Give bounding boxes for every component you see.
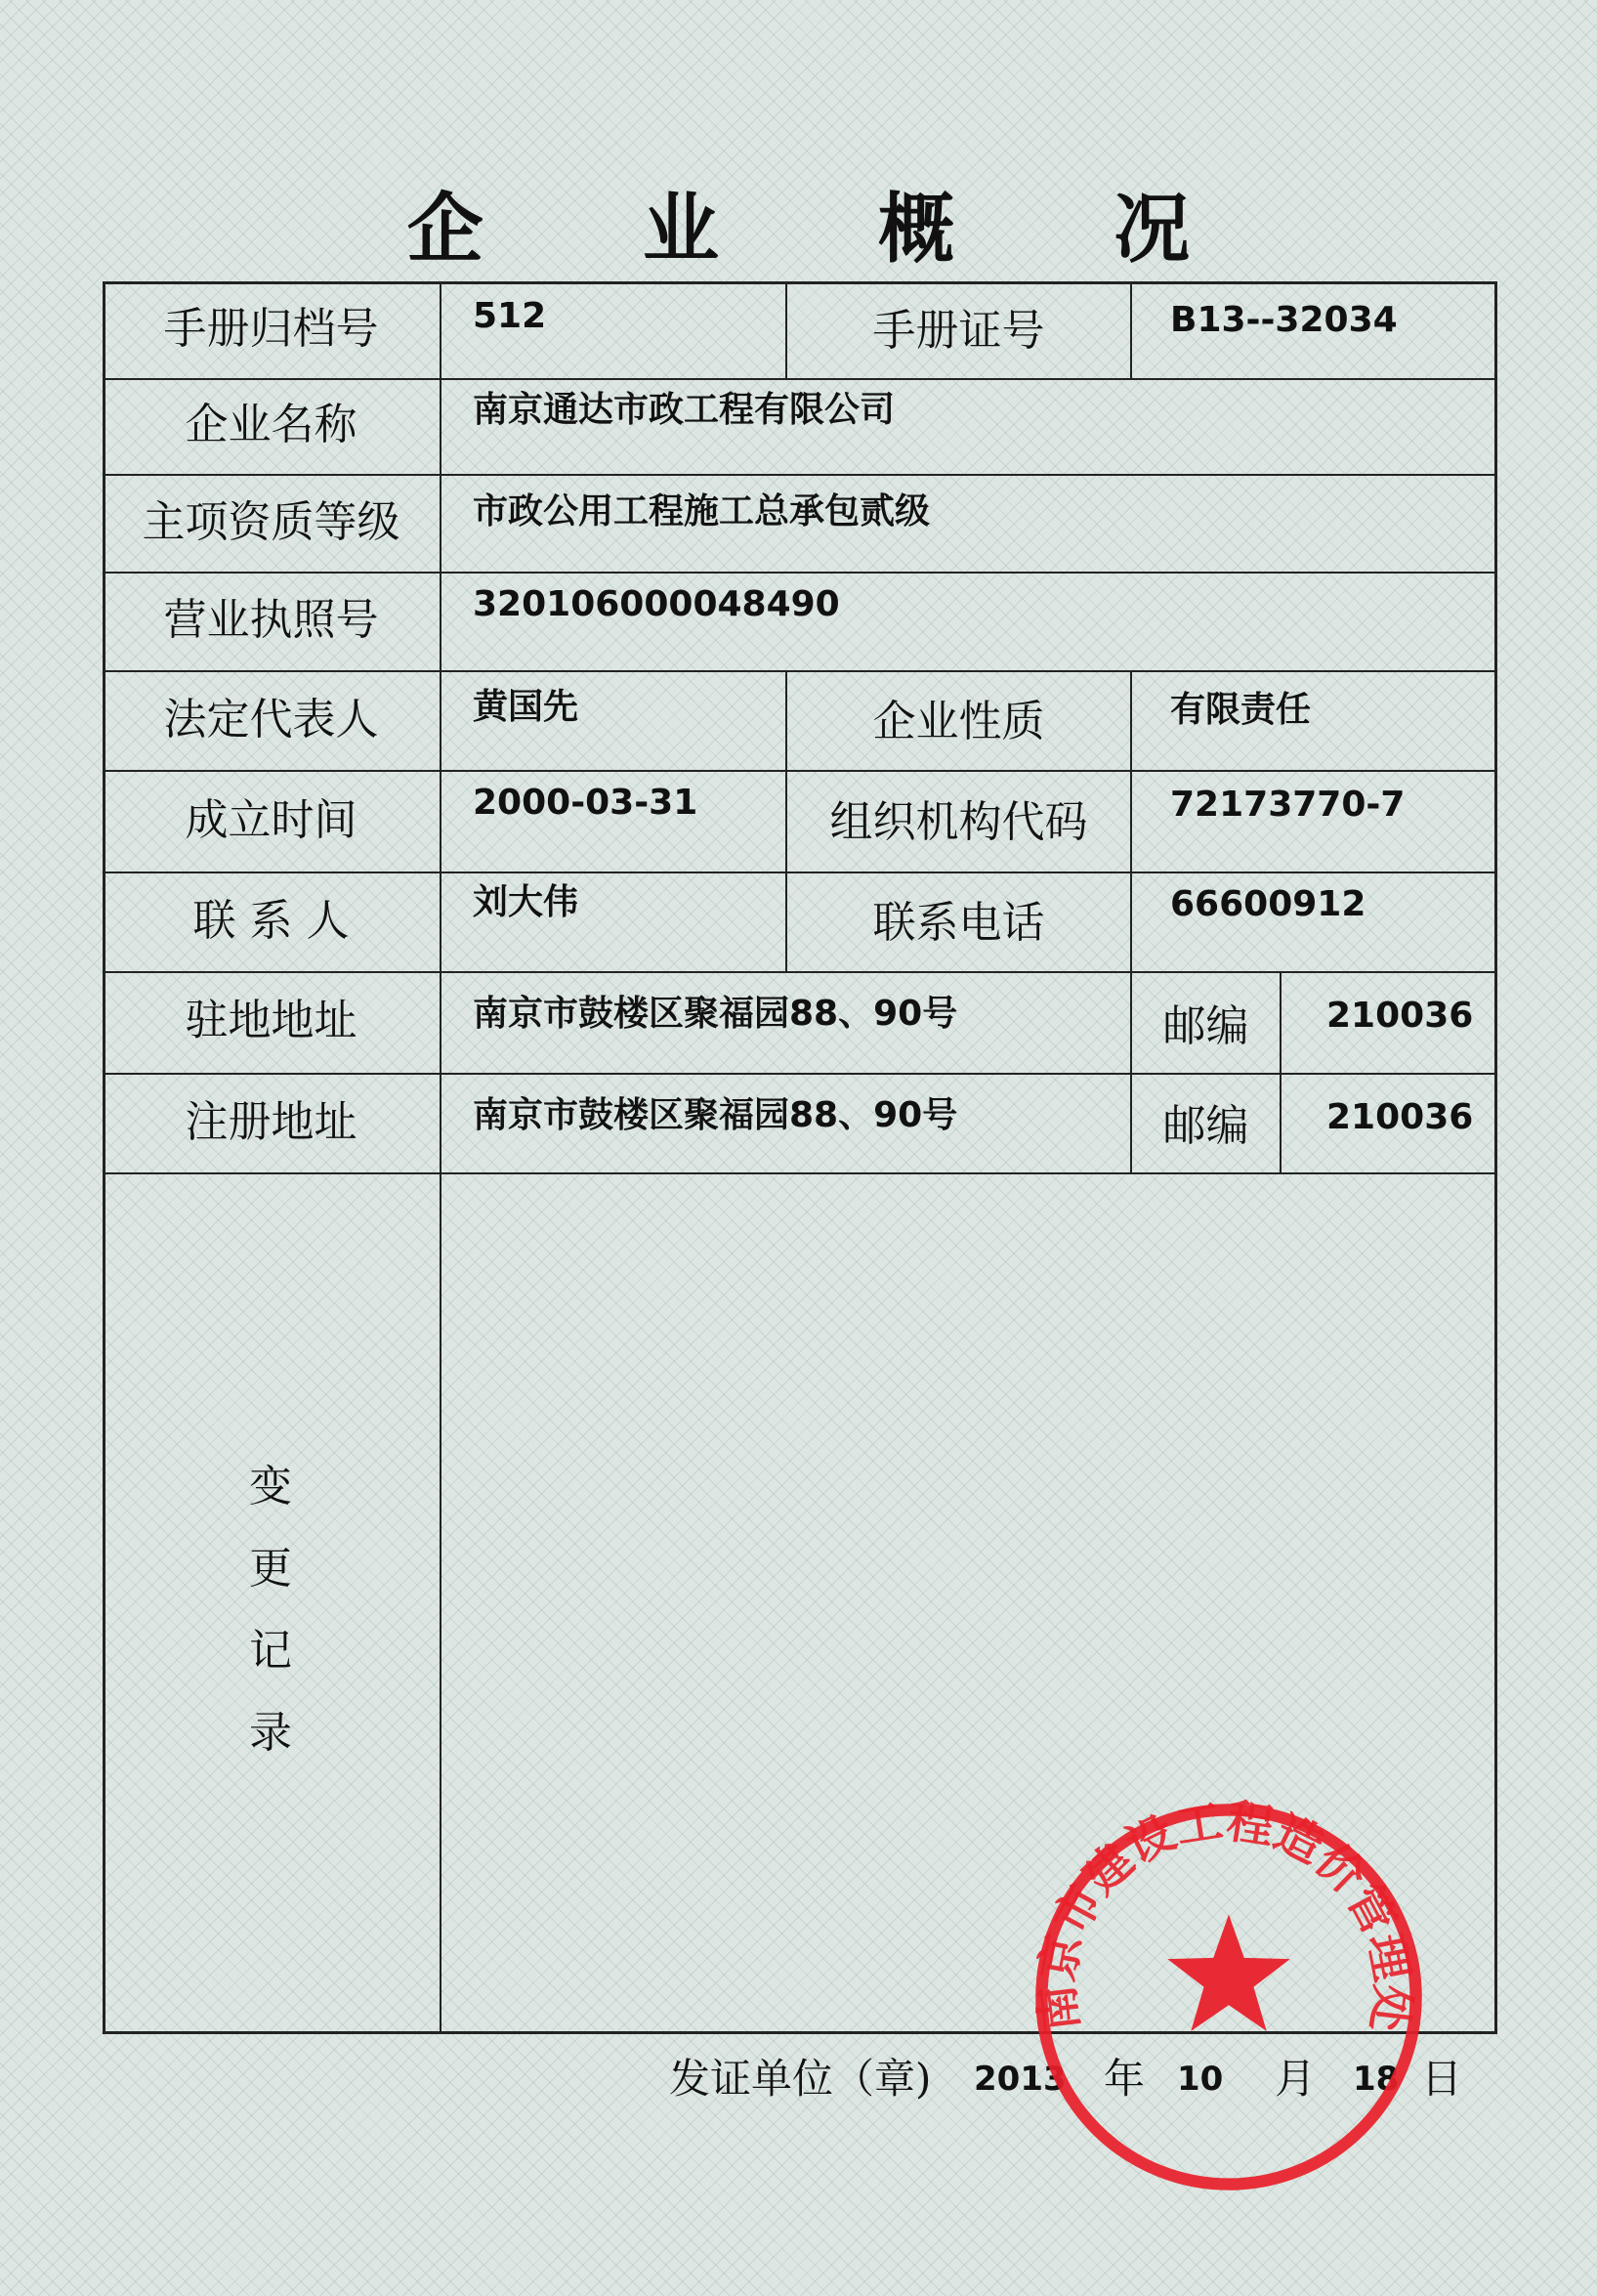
footer-day: 18 [1353,2060,1400,2099]
footer-day-unit: 日 [1421,2055,1463,2103]
label-manual-cert-no: 手册证号 [872,306,1045,356]
label-phone: 联系电话 [872,898,1045,948]
value-registered-address: 南京市鼓楼区聚福园88、90号 [473,1095,958,1135]
value-registered-postcode: 210036 [1326,1097,1474,1137]
col-divider [440,281,441,2034]
label-change-record [227,1446,315,1774]
value-office-postcode: 210036 [1326,996,1474,1036]
col-divider [1280,971,1282,1172]
row-divider [103,1073,1497,1075]
label-contact: 联 系 人 [192,896,350,946]
change-record-char: 变 [249,1462,292,1511]
label-company-nature: 企业性质 [872,697,1045,746]
value-phone: 66600912 [1170,884,1366,924]
label-main-qualification: 主项资质等级 [142,497,400,547]
footer-issuer: 发证单位（章) [669,2055,932,2103]
official-seal [1028,1796,1430,2198]
value-org-code: 72173770-7 [1170,785,1406,825]
row-divider [103,971,1497,973]
label-office-address: 驻地地址 [185,996,357,1045]
row-divider [103,474,1497,476]
change-record-char: 记 [249,1626,292,1676]
change-record-char: 录 [249,1708,292,1758]
label-manual-archive-no: 手册归档号 [163,304,379,354]
row-divider [103,1172,1497,1174]
page-title: 企 业 概 况 [406,185,1257,274]
value-contact: 刘大伟 [473,882,579,922]
value-business-license-no: 320106000048490 [473,584,840,624]
value-manual-archive-no: 512 [473,296,547,336]
row-divider [103,872,1497,873]
footer-year: 2013 [974,2060,1067,2099]
label-registered-address: 注册地址 [185,1097,357,1147]
value-office-address: 南京市鼓楼区聚福园88、90号 [473,994,958,1034]
value-company-name: 南京通达市政工程有限公司 [473,390,896,430]
label-established: 成立时间 [185,795,357,845]
value-legal-rep: 黄国先 [473,687,579,727]
value-main-qualification: 市政公用工程施工总承包贰级 [473,491,931,531]
row-divider [103,572,1497,574]
label-legal-rep: 法定代表人 [163,695,379,744]
label-company-name: 企业名称 [185,400,357,449]
row-divider [103,378,1497,380]
col-divider [1130,670,1132,971]
col-divider [1130,281,1132,378]
row-divider [103,770,1497,772]
footer-month: 10 [1177,2060,1224,2099]
label-business-license-no: 营业执照号 [163,595,379,645]
row-divider [103,670,1497,672]
footer-month-unit: 月 [1275,2055,1317,2103]
footer-year-unit: 年 [1104,2055,1146,2103]
seal-star-icon [1167,1915,1289,2031]
label-office-postcode: 邮编 [1162,1001,1249,1051]
change-record-char: 更 [249,1544,292,1594]
seal-text: 南京市建设工程造价管理处 [1030,1796,1419,2035]
label-registered-postcode: 邮编 [1162,1101,1249,1151]
value-manual-cert-no: B13--32034 [1170,300,1398,340]
value-established: 2000-03-31 [473,783,698,823]
value-company-nature: 有限责任 [1170,690,1312,730]
label-org-code: 组织机构代码 [829,797,1088,847]
